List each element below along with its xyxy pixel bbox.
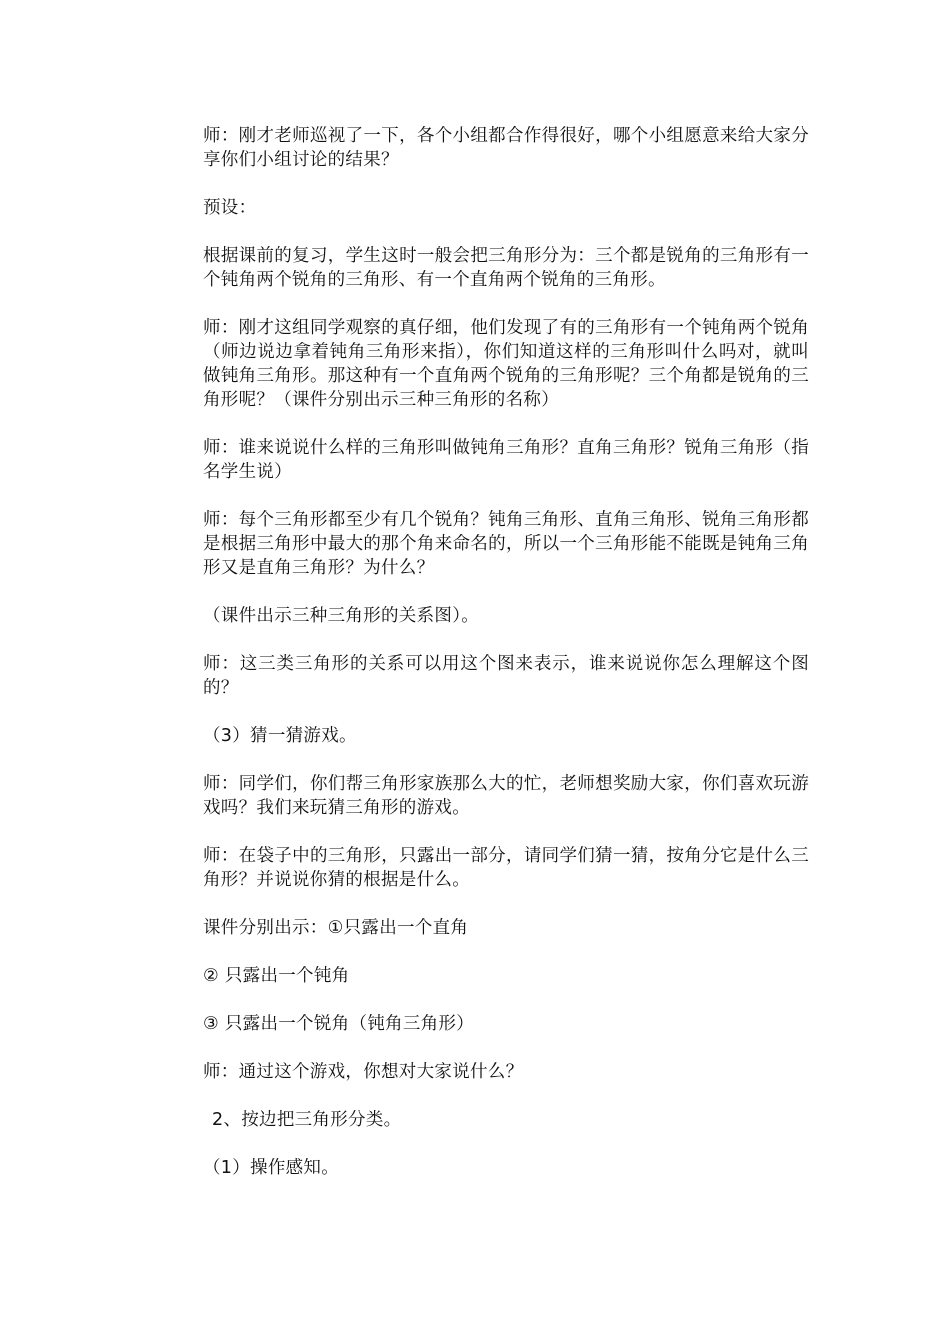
paragraph-guess-game-heading: （3）猜一猜游戏。 <box>203 726 357 746</box>
paragraph-acute-angle-question: 师：每个三角形都至少有几个锐角？钝角三角形、直角三角形、锐角三角形都是根据三角形中最大的那个角来命名的，所以一个三角形能不能既是钝角三角形又是直角三角形？为什么？ <box>203 510 809 578</box>
paragraph-preset-label: 预设： <box>203 198 257 218</box>
paragraph-game-rules: 师：在袋子中的三角形，只露出一部分，请同学们猜一猜，按角分它是什么三角形？并说说你猜的根据是什么。 <box>203 846 809 890</box>
paragraph-side-classification-heading: 2、按边把三角形分类。 <box>212 1110 402 1130</box>
paragraph-slide-item-3: ③ 只露出一个锐角（钝角三角形） <box>203 1014 475 1034</box>
paragraph-operation-heading: （1）操作感知。 <box>203 1158 340 1178</box>
document-body <box>203 124 809 1204</box>
paragraph-obtuse-triangle-intro: 师：刚才这组同学观察的真仔细，他们发现了有的三角形有一个钝角两个锐角（师边说边拿着钝角三角形来指），你们知道这样的三角形叫什么吗对，就叫做钝角三角形。那这种有一个直角两个锐角的三角形呢？三个角都是锐角的三角形呢？（课件分别出示三种三角形的名称） <box>203 318 809 410</box>
paragraph-relation-diagram-question: 师：这三类三角形的关系可以用这个图来表示，谁来说说你怎么理解这个图的？ <box>203 654 809 698</box>
paragraph-teacher-praise: 师：刚才老师巡视了一下，各个小组都合作得很好，哪个小组愿意来给大家分享你们小组讨论的结果？ <box>203 126 809 170</box>
paragraph-game-intro: 师：同学们，你们帮三角形家族那么大的忙，老师想奖励大家，你们喜欢玩游戏吗？我们来玩猜三角形的游戏。 <box>203 774 809 818</box>
paragraph-slide-item-1: 课件分别出示：①只露出一个直角 <box>203 918 469 938</box>
paragraph-relation-diagram-note: （课件出示三种三角形的关系图）。 <box>203 606 480 626</box>
paragraph-game-reflection: 师：通过这个游戏，你想对大家说什么？ <box>203 1062 524 1082</box>
paragraph-slide-item-2: ② 只露出一个钝角 <box>203 966 350 986</box>
paragraph-preset-classification: 根据课前的复习，学生这时一般会把三角形分为：三个都是锐角的三角形有一个钝角两个锐角的三角形、有一个直角两个锐角的三角形。 <box>203 246 809 290</box>
paragraph-definition-question: 师：谁来说说什么样的三角形叫做钝角三角形？直角三角形？锐角三角形（指名学生说） <box>203 438 809 482</box>
